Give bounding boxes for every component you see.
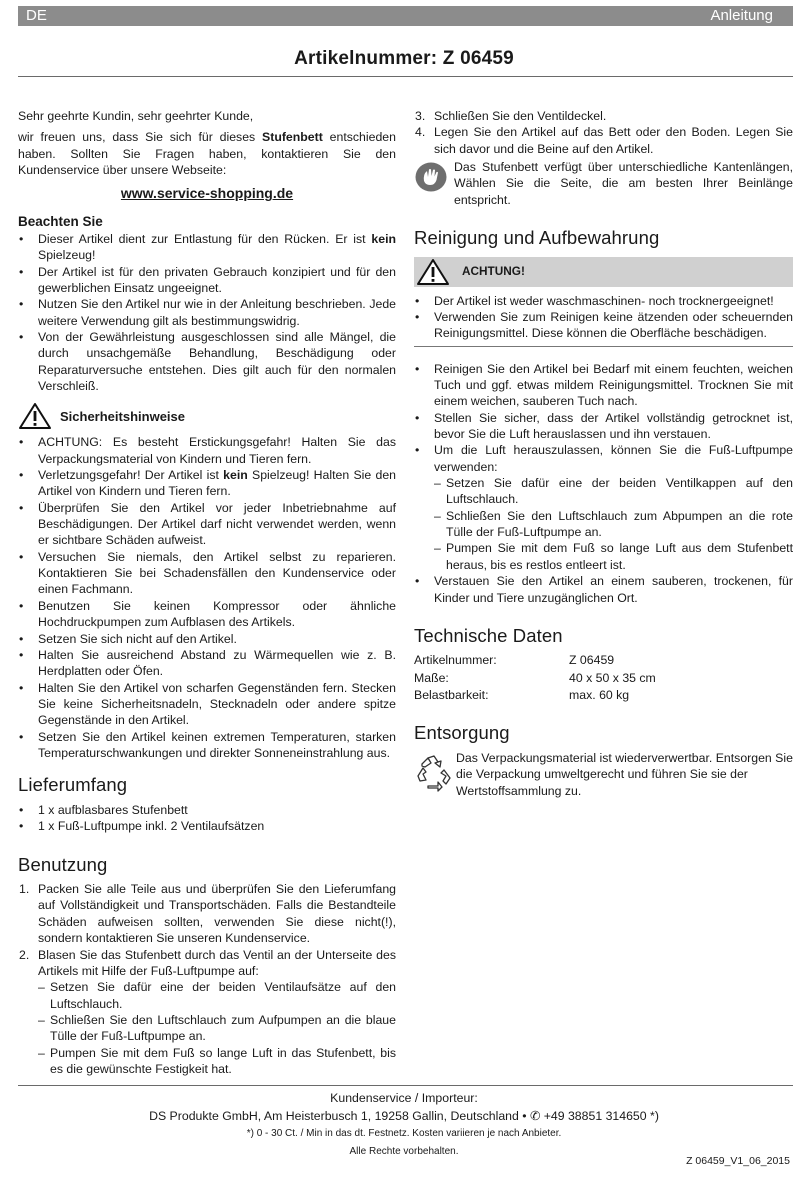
list-item: – Pumpen Sie mit dem Fuß so lange Luft aus dem Stufenbett heraus, bis es restlos entleert ist. — [434, 541, 793, 572]
tech-value: 40 x 50 x 35 cm — [569, 670, 656, 685]
warning-divider — [414, 346, 793, 347]
safety-list — [18, 434, 396, 761]
tech-label: Belastbarkeit: — [414, 688, 489, 703]
list-item: • Reinigen Sie den Artikel bei Bedarf mit einem feuchten, weichen Tuch und ggf. etwas mildem Reinigungsmittel. Trocknen Sie mit einem weichen, sauberen Tuch nach. — [415, 361, 793, 409]
tech-value: max. 60 kg — [569, 688, 630, 703]
entsorgung-heading: Entsorgung — [414, 722, 510, 744]
tech-value: Z 06459 — [569, 653, 615, 668]
list-item: 4. Legen Sie den Artikel auf das Bett oder den Boden. Legen Sie sich davor und die Beine auf den Artikel. — [415, 125, 793, 156]
lieferumfang-list — [18, 802, 396, 835]
achtung-banner — [414, 257, 793, 287]
list-item: • Dieser Artikel dient zur Entlastung für den Rücken. Er ist kein Spielzeug! — [19, 231, 396, 263]
list-item: – Schließen Sie den Luftschlauch zum Aufpumpen an die blaue Tülle der Fuß-Luftpumpe an. — [38, 1012, 396, 1044]
footer-address: DS Produkte GmbH, Am Heisterbusch 1, 19258 Gallin, Deutschland • ✆ +49 38851 314650 *) — [149, 1109, 659, 1123]
benutzung-list-continued — [414, 108, 793, 157]
list-item: • ACHTUNG: Es besteht Erstickungsgefahr! Halten Sie das Verpackungsmaterial von Kindern und Tieren fern. — [19, 435, 396, 466]
intro-paragraph: wir freuen uns, dass Sie sich für dieses Stufenbett entschieden haben. Sollten Sie Fragen haben, kontaktieren Sie den Kundenservice über unsere Webseite: — [18, 130, 396, 178]
list-item: • Versuchen Sie niemals, den Artikel selbst zu reparieren. Kontaktieren Sie bei Schadensfällen den Kundenservice oder einen Fachmann. — [19, 549, 396, 597]
footer-divider — [18, 1085, 793, 1086]
tech-table — [414, 652, 793, 703]
footer-rights: Alle Rechte vorbehalten. — [349, 1146, 459, 1157]
list-item: • Von der Gewährleistung ausgeschlossen sind alle Mängel, die durch unsachgemäße Behandlung, Beschädigung oder Reparaturversuche entstehen. Dies gilt auch für den normalen Verschleiß. — [19, 330, 396, 394]
list-item: 2. Blasen Sie das Stufenbett durch das Ventil an der Unterseite des Artikels mit Hilfe der Fuß-Luftpumpe auf: – Setzen Sie dafür eine der beiden Ventilaufsätze auf den Luftschlauch. – Schließen Sie den Luftschlauch zum Aufpumpen an die blaue Tülle der Fuß-Luftpumpe an. – Pumpen Sie mit dem Fuß so lange Luft in das Stufenbett, bis es die gewünschte Festigkeit hat. — [19, 947, 396, 1076]
lieferumfang-heading: Lieferumfang — [18, 774, 128, 796]
website-link[interactable]: www.service-shopping.de — [120, 185, 294, 202]
recycle-icon — [414, 752, 454, 792]
benutzung-list — [18, 881, 396, 1077]
list-item: • Halten Sie den Artikel von scharfen Gegenständen fern. Stecken Sie keine Sicherheitsnadeln, Stecknadeln oder andere spitze Gegenstände in den Artikel. — [19, 680, 396, 728]
list-item: 1. Packen Sie alle Teile aus und überprüfen Sie den Lieferumfang auf Vollständigkeit und Transportschäden. Falls die Bestandteile Schäden aufweisen sollten, verwenden Sie diese nicht(!), sondern kontaktieren Sie unseren Kundenservice. — [19, 882, 396, 946]
entsorgung-text: Das Verpackungsmaterial ist wiederverwertbar. Entsorgen Sie die Verpackung umweltgerecht und führen Sie sie der Wertstoffsammlung zu. — [456, 751, 793, 798]
list-item: – Setzen Sie dafür eine der beiden Ventilkappen auf den Luftschlauch. — [434, 476, 793, 507]
guide-label: Anleitung — [710, 7, 773, 24]
hand-hint-icon — [414, 161, 448, 193]
note-text: Das Stufenbett verfügt über unterschiedliche Kantenlängen, Wählen Sie die Seite, die am besten Ihrer Beinlänge entspricht. — [454, 160, 793, 207]
sub-list — [434, 475, 793, 573]
sub-list — [38, 979, 396, 1077]
list-item: • Verstauen Sie den Artikel an einem sauberen, trockenen, für Kinder und Tiere unzugänglichen Ort. — [415, 574, 793, 605]
list-item: – Setzen Sie dafür eine der beiden Ventilaufsätze auf den Luftschlauch. — [38, 980, 396, 1011]
list-item: • Verletzungsgefahr! Der Artikel ist kein Spielzeug! Halten Sie den Artikel von Kindern und Tieren fern. — [19, 468, 396, 499]
list-item: • Setzen Sie den Artikel keinen extremen Temperaturen, starken Temperaturschwankungen und direkter Sonneneinstrahlung aus. — [19, 729, 396, 760]
list-item: 3. Schließen Sie den Ventildeckel. — [415, 109, 607, 123]
beachten-list — [18, 231, 396, 394]
list-item: • Der Artikel ist für den privaten Gebrauch konzipiert und für den gewerblichen Einsatz ungeeignet. — [19, 264, 396, 295]
list-item: • Der Artikel ist weder waschmaschinen- noch trocknergeeignet! — [415, 293, 774, 308]
reinigung-list — [414, 361, 793, 606]
warning-triangle-icon — [18, 402, 52, 430]
beachten-heading: Beachten Sie — [18, 213, 103, 229]
list-item: • Verwenden Sie zum Reinigen keine ätzenden oder scheuernden Reinigungsmittel. Diese können die Oberfläche beschädigen. — [415, 310, 793, 341]
leg-length-note — [414, 159, 793, 208]
safety-heading-row — [18, 402, 396, 430]
list-item: – Pumpen Sie mit dem Fuß so lange Luft in das Stufenbett, bis es die gewünschte Festigkeit hat. — [38, 1045, 396, 1076]
benutzung-heading: Benutzung — [18, 853, 108, 875]
list-item: • Setzen Sie sich nicht auf den Artikel. — [19, 631, 237, 646]
warning-list — [414, 293, 793, 342]
tech-label: Artikelnummer: — [414, 653, 497, 668]
entsorgung-block — [414, 750, 793, 799]
language-label: DE — [26, 7, 47, 24]
list-item: • Halten Sie ausreichend Abstand zu Wärmequellen wie z. B. Herdplatten oder Öfen. — [19, 647, 396, 679]
list-item: • Nutzen Sie den Artikel nur wie in der Anleitung beschrieben. Jede weitere Verwendung gilt als bestimmungswidrig. — [19, 297, 396, 328]
list-item: • Benutzen Sie keinen Kompressor oder ähnliche Hochdruckpumpen zum Aufblasen des Artikels. — [19, 598, 396, 630]
list-item: • Um die Luft herauszulassen, können Sie die Fuß-Luftpumpe verwenden: – Setzen Sie dafür eine der beiden Ventilkappen auf den Luftschlauch. – Schließen Sie den Luftschlauch zum Abpumpen an die rote Tülle der Fuß-Luftpumpe an. – Pumpen Sie mit dem Fuß so lange Luft aus dem Stufenbett heraus, bis es restlos entleert ist. — [415, 443, 793, 572]
header-bar — [18, 6, 793, 26]
left-column — [18, 108, 396, 1077]
list-item: • 1 x aufblasbares Stufenbett — [19, 802, 188, 817]
footer-service-label: Kundenservice / Importeur: — [330, 1091, 478, 1105]
safety-heading: Sicherheitshinweise — [60, 408, 185, 424]
list-item: • 1 x Fuß-Luftpumpe inkl. 2 Ventilaufsätzen — [19, 819, 265, 834]
right-column — [414, 108, 793, 799]
list-item: – Schließen Sie den Luftschlauch zum Abpumpen an die rote Tülle der Fuß-Luftpumpe an. — [434, 508, 793, 540]
page-title: Artikelnummer: Z 06459 — [294, 48, 514, 69]
document-code: Z 06459_V1_06_2015 — [686, 1155, 790, 1167]
title-divider — [18, 76, 793, 77]
footer-cost-note: *) 0 - 30 Ct. / Min in das dt. Festnetz. Kosten variieren je nach Anbieter. — [246, 1128, 562, 1139]
achtung-label: ACHTUNG! — [462, 263, 525, 278]
list-item: • Überprüfen Sie den Artikel vor jeder Inbetriebnahme auf Beschädigungen. Der Artikel darf nicht verwendet werden, wenn er sichtbare Schäden aufweist. — [19, 500, 396, 548]
reinigung-heading: Reinigung und Aufbewahrung — [414, 227, 660, 249]
tech-heading: Technische Daten — [414, 624, 563, 646]
greeting: Sehr geehrte Kundin, sehr geehrter Kunde, — [18, 109, 254, 123]
list-item: • Stellen Sie sicher, dass der Artikel vollständig getrocknet ist, bevor Sie die Luft herauslassen und ihn verstauen. — [415, 410, 793, 442]
warning-triangle-icon — [416, 258, 450, 286]
tech-label: Maße: — [414, 670, 449, 685]
